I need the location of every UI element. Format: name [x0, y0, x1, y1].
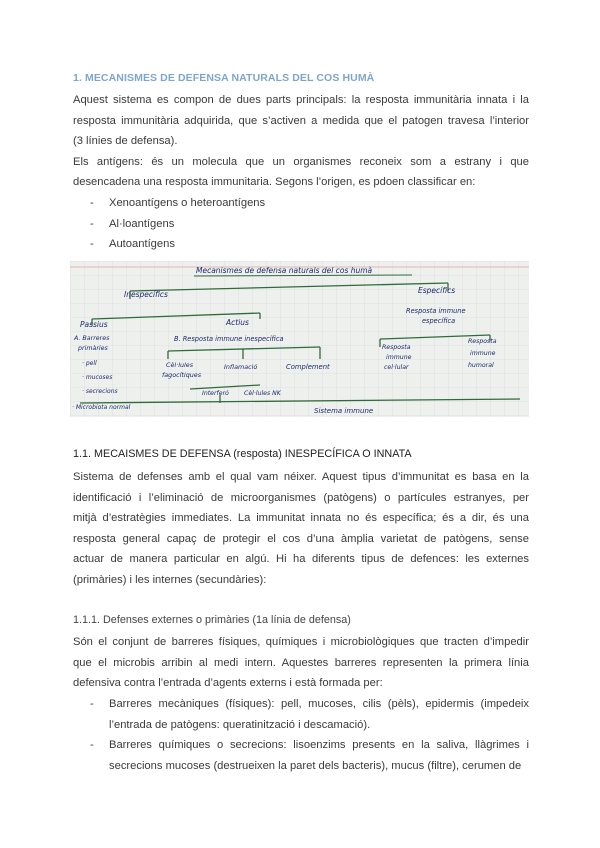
externes-line: que el microbis arribin al medi intern. Aquestes barreres representen la primera línia — [73, 656, 529, 669]
section-heading-2: 1.1. MECAISMES DE DEFENSA (resposta) INESPECÍFICA O INNATA — [73, 448, 412, 460]
innata-paragraph — [73, 467, 529, 590]
innata-line: mitjà d’estratègies immediates. La immunitat innata no és específica; és a dir, és una — [73, 512, 529, 524]
node-resposta-humoral: immune — [470, 350, 496, 357]
node-resposta-humoral: humoral — [468, 362, 494, 369]
innata-line: Sistema de defenses amb el qual vam néixer. Aquest tipus d’immunitat es basa en la — [73, 471, 529, 483]
externes-paragraph — [73, 632, 529, 694]
intro-line: Els antígens: és un molecula que un organismes reconeix som a estrany i que — [73, 155, 529, 168]
node-sistema-immune: Sistema immune — [314, 407, 374, 415]
node-resposta-especifica: Resposta immune — [406, 307, 466, 315]
handwritten-diagram — [70, 261, 529, 417]
node-inespecifics: Inespecífics — [124, 290, 168, 299]
externes-line: Són el conjunt de barreres físiques, químiques i microbiològiques que tracten d’impedir — [73, 636, 529, 648]
node-barreres: · mucoses — [82, 374, 113, 381]
node-barreres: · secrecions — [82, 388, 118, 395]
intro-line: Aquest sistema es compon de dues parts principals: la resposta immunitària innata i la — [73, 94, 529, 106]
node-passius: Passius — [80, 320, 108, 329]
section-heading-1: 1. MECANISMES DE DEFENSA NATURALS DEL COS HUMÀ — [73, 72, 375, 84]
innata-line: actuar de manera particular en algú. Hi ha diferents tipus de defences: les externes — [73, 553, 529, 565]
node-actius: Actius — [226, 318, 249, 327]
node-cel-fagocitiques: Cèl·lules — [166, 361, 194, 369]
innata-line: (primàries) i les internes (secundàries): — [73, 573, 267, 586]
node-especifics: Específics — [418, 286, 456, 295]
node-resposta-cellular: cel·lular — [384, 364, 409, 371]
barreres-list — [90, 694, 529, 776]
innata-line: identificació i l’eliminació de microorganismes (patògens) o partícules estranyes, per — [73, 491, 529, 504]
node-resposta-inespecifica: B. Resposta immune inespecífica — [174, 335, 284, 343]
node-resposta-cellular: immune — [386, 354, 412, 361]
node-complement: Complement — [286, 363, 330, 371]
node-inflamacio: Inflamació — [224, 363, 258, 371]
list-item: - Barreres mecàniques (físiques): pell, mucoses, cilis (pèls), epidermis (impedeix l’entrada de patògens: queratinització i descamació). — [90, 694, 529, 735]
node-barreres: primàries — [78, 345, 108, 352]
list-item: - Xenoantígens o heteroantígens — [90, 193, 265, 214]
diagram-svg — [70, 261, 529, 417]
node-interferons: Interferó — [202, 390, 229, 397]
list-item: - Barreres químiques o secrecions: lisoenzims presents en la saliva, llàgrimes i secrecions mucoses (destrueixen la paret dels bacteris), mucus (filtre), cerumen de — [90, 735, 529, 776]
intro-line: (3 línies de defensa). — [73, 135, 178, 147]
node-barreres: · Microbiota normal — [72, 404, 131, 411]
diagram-title: Mecanismes de defensa naturals del cos humà — [196, 266, 373, 275]
antigen-list — [90, 193, 265, 255]
node-resposta-humoral: Resposta — [468, 338, 497, 345]
node-cel-fagocitiques: fagocítiques — [162, 371, 202, 379]
list-item: - Al·loantígens — [90, 214, 265, 235]
list-item: - Autoantígens — [90, 234, 265, 255]
intro-line: resposta immunitària adquirida, que s’activen a medida que el patogen travesa l’interior — [73, 114, 529, 127]
node-cel-nk: Cèl·lules NK — [244, 390, 281, 397]
externes-line: defensiva contra l’entrada d’agents externs i està formada per: — [73, 677, 383, 689]
node-barreres: · pell — [82, 360, 97, 367]
node-barreres: A. Barreres — [74, 335, 110, 342]
intro-line: desencadena una resposta immunitaria. Segons l’origen, es pdoen classificar en: — [73, 176, 476, 188]
intro-paragraph — [73, 90, 529, 193]
node-resposta-especifica: específica — [422, 317, 456, 325]
node-resposta-cellular: Resposta — [382, 344, 411, 351]
innata-line: resposta general capaç de protegir el cos d’una àmplia varietat de patògens, sense — [73, 532, 529, 545]
section-heading-3: 1.1.1. Defenses externes o primàries (1a línia de defensa) — [73, 614, 351, 626]
